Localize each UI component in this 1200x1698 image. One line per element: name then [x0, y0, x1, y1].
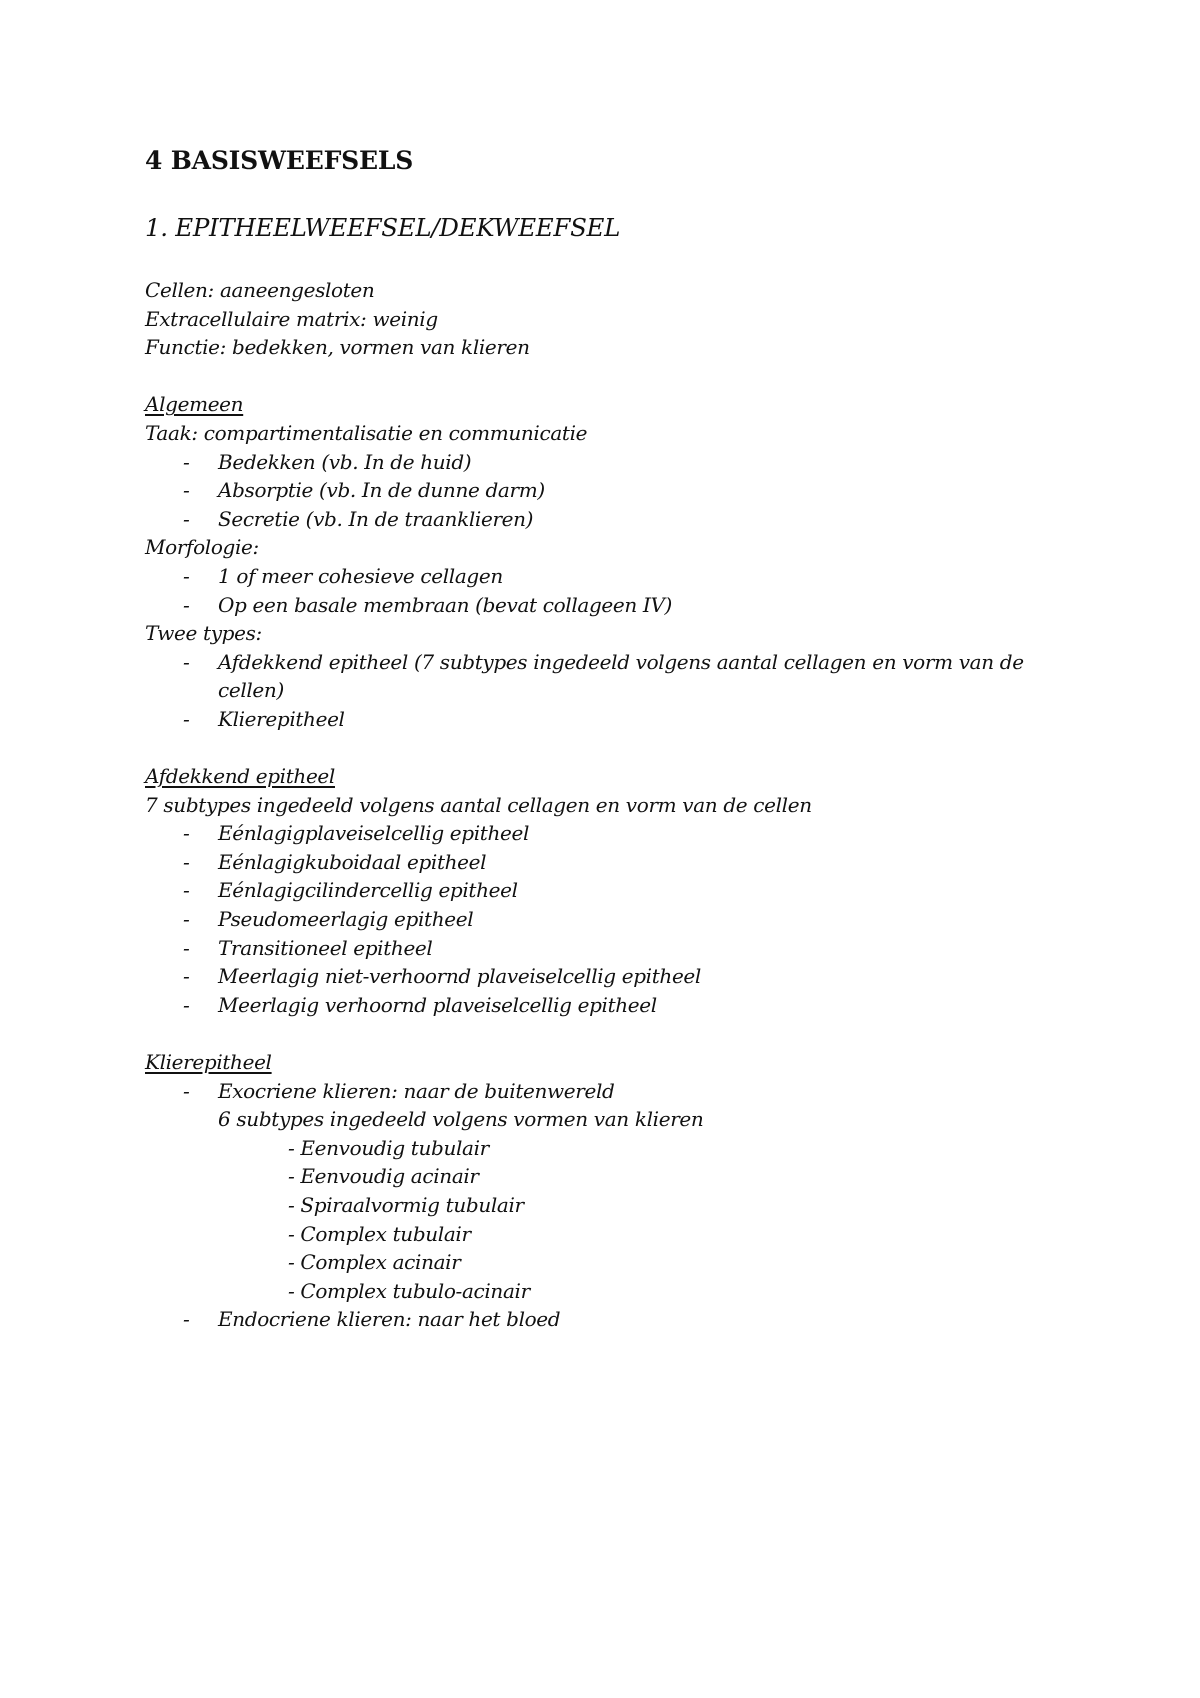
- dash-bullet: -: [183, 992, 190, 1017]
- document-body: [145, 276, 1045, 1334]
- list-item: [145, 819, 1045, 848]
- list-item: [145, 591, 1045, 620]
- intro-line: Functie: bedekken, vormen van klieren: [145, 335, 530, 360]
- dash-bullet: -: [183, 1307, 190, 1332]
- list-item-text: Absorptie (vb. In de dunne darm): [218, 478, 545, 503]
- list-item-text: Meerlagig niet-verhoornd plaveiselcellig epitheel: [218, 964, 701, 989]
- dash-bullet: -: [183, 907, 190, 932]
- list-item-text: Pseudomeerlagig epitheel: [218, 907, 474, 932]
- intro-line: Extracellulaire matrix: weinig: [145, 306, 438, 331]
- sublist-item: - Eenvoudig tubulair: [288, 1135, 489, 1160]
- list-item-text: Bedekken (vb. In de huid): [218, 449, 472, 474]
- klier-heading-text: Klierepitheel: [145, 1050, 272, 1075]
- blank-line: [145, 1019, 1045, 1048]
- dash-bullet: -: [183, 849, 190, 874]
- blank-line: [145, 734, 1045, 763]
- list-item-text: Transitioneel epitheel: [218, 935, 433, 960]
- list-item: [145, 705, 1045, 734]
- list-item: [145, 848, 1045, 877]
- list-item: [145, 505, 1045, 534]
- dash-bullet: -: [183, 706, 190, 731]
- dash-bullet: -: [183, 821, 190, 846]
- algemeen-heading: [145, 390, 1045, 419]
- dash-bullet: -: [183, 506, 190, 531]
- dash-bullet: -: [183, 449, 190, 474]
- afdekkend-intro: 7 subtypes ingedeeld volgens aantal cellagen en vorm van de cellen: [145, 792, 812, 817]
- klier-heading: [145, 1048, 1045, 1077]
- sublist-item: - Complex acinair: [288, 1250, 461, 1275]
- list-item-text: Eénlagigcilindercellig epitheel: [218, 878, 518, 903]
- list-item-text: Endocriene klieren: naar het bloed: [218, 1307, 561, 1332]
- list-item: [145, 905, 1045, 934]
- list-item-text: Meerlagig verhoornd plaveiselcellig epitheel: [218, 992, 657, 1017]
- list-item: [145, 648, 1038, 705]
- section-heading: 1. EPITHEELWEEFSEL/DEKWEEFSEL: [145, 213, 621, 242]
- sublist-item: - Eenvoudig acinair: [288, 1164, 479, 1189]
- types-line: Twee types:: [145, 621, 262, 646]
- list-item-text: Op een basale membraan (bevat collageen IV): [218, 592, 673, 617]
- list-item-text: Afdekkend epitheel (7 subtypes ingedeeld volgens aantal cellagen en vorm van de cellen): [218, 649, 1024, 703]
- list-item: [145, 562, 1045, 591]
- list-item-text: Klierepitheel: [218, 706, 345, 731]
- algemeen-heading-text: Algemeen: [145, 392, 244, 417]
- dash-bullet: -: [183, 478, 190, 503]
- blank-line: [145, 362, 1045, 391]
- list-item: [145, 1077, 1045, 1106]
- dash-bullet: -: [183, 878, 190, 903]
- sublist-item: - Complex tubulo-acinair: [288, 1278, 530, 1303]
- list-item: [145, 934, 1045, 963]
- sublist-item: - Spiraalvormig tubulair: [288, 1193, 524, 1217]
- dash-bullet: -: [183, 592, 190, 617]
- list-item: [145, 448, 1045, 477]
- list-item: [145, 876, 1045, 905]
- afdekkend-heading-text: Afdekkend epitheel: [145, 764, 335, 789]
- afdekkend-heading: [145, 762, 1045, 791]
- list-item-text: Eénlagigplaveiselcellig epitheel: [218, 821, 529, 846]
- intro-line: Cellen: aaneengesloten: [145, 278, 375, 302]
- dash-bullet: -: [183, 935, 190, 960]
- dash-bullet: -: [183, 1078, 190, 1103]
- dash-bullet: -: [183, 563, 190, 588]
- dash-bullet: -: [183, 649, 190, 674]
- dash-bullet: -: [183, 964, 190, 989]
- exocrien-subtitle: 6 subtypes ingedeeld volgens vormen van klieren: [218, 1107, 704, 1132]
- sublist-item: - Complex tubulair: [288, 1221, 471, 1246]
- list-item: [145, 991, 1045, 1020]
- list-item: [145, 962, 1045, 991]
- list-item-text: Exocriene klieren: naar de buitenwereld: [218, 1078, 615, 1103]
- list-item-text: Secretie (vb. In de traanklieren): [218, 506, 534, 531]
- list-item: [145, 476, 1045, 505]
- taak-line: Taak: compartimentalisatie en communicatie: [145, 420, 588, 445]
- list-item-text: Eénlagigkuboidaal epitheel: [218, 849, 487, 874]
- document-title: 4 BASISWEEFSELS: [145, 146, 414, 175]
- list-item-text: 1 of meer cohesieve cellagen: [218, 563, 503, 588]
- list-item: [145, 1305, 1045, 1334]
- morfologie-line: Morfologie:: [145, 535, 259, 560]
